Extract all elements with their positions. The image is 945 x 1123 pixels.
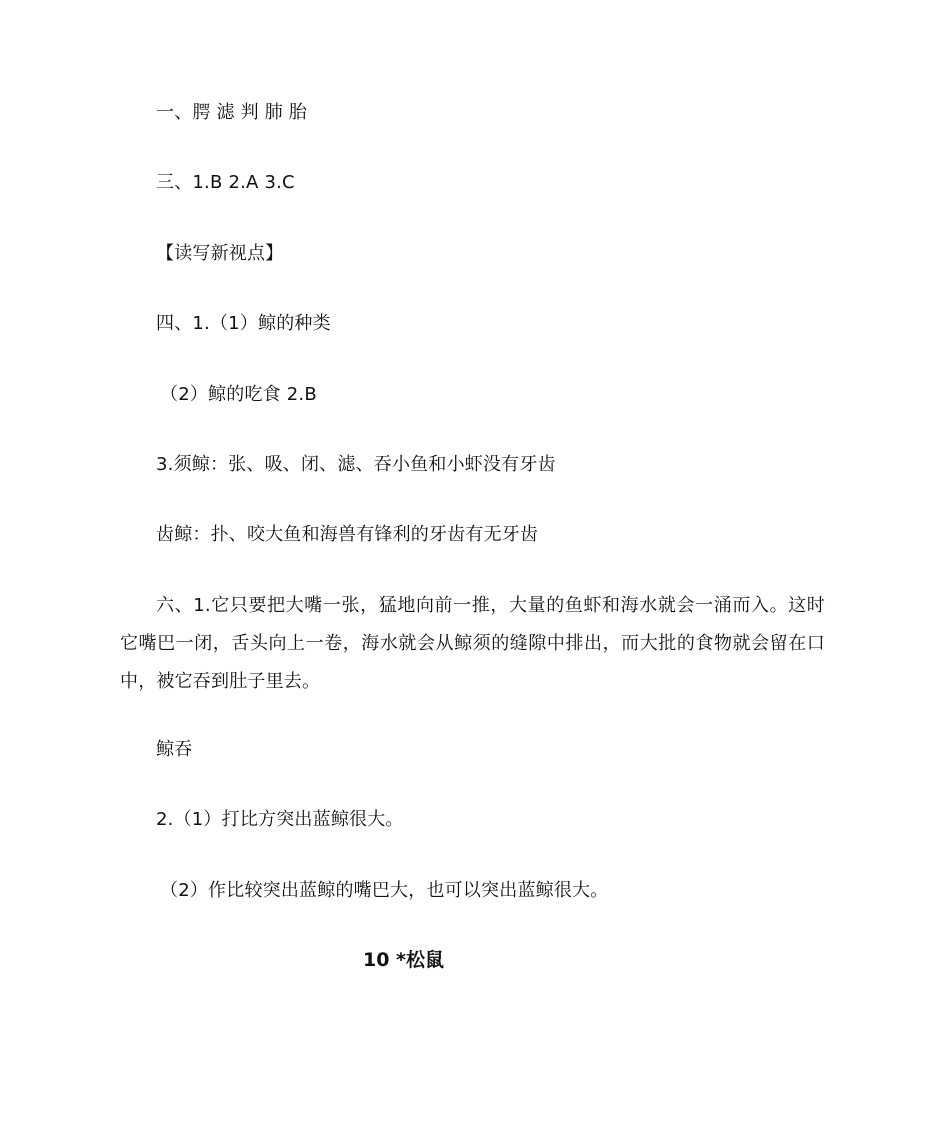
answer-line-9: 鲸吞 — [156, 739, 193, 760]
answer-paragraph-6: 六、1.它只要把大嘴一张，猛地向前一推，大量的鱼虾和海水就会一涌而入。这时它嘴巴一闭，舌头向上一卷，海水就会从鲸须的缝隙中排出，而大批的食物就会留在口中，被它吞到肚子里去。 — [120, 595, 825, 692]
answer-line-2: 三、1.B 2.A 3.C — [156, 172, 295, 193]
answer-line-11: （2）作比较突出蓝鲸的嘴巴大，也可以突出蓝鲸很大。 — [160, 880, 609, 901]
lesson-heading: 10 *松鼠 — [363, 949, 444, 971]
answer-line-6: 3.须鲸：张、吸、闭、滤、吞小鱼和小虾没有牙齿 — [156, 454, 556, 475]
answer-line-10: 2.（1）打比方突出蓝鲸很大。 — [156, 809, 404, 830]
answer-line-5: （2）鲸的吃食 2.B — [160, 384, 317, 405]
answer-line-1: 一、腭 滤 判 肺 胎 — [156, 102, 308, 123]
answer-line-7: 齿鲸：扑、咬大鱼和海兽有锋利的牙齿有无牙齿 — [156, 524, 539, 545]
section-label-reading-writing: 【读写新视点】 — [156, 243, 284, 264]
answer-line-4: 四、1.（1）鲸的种类 — [156, 313, 331, 334]
